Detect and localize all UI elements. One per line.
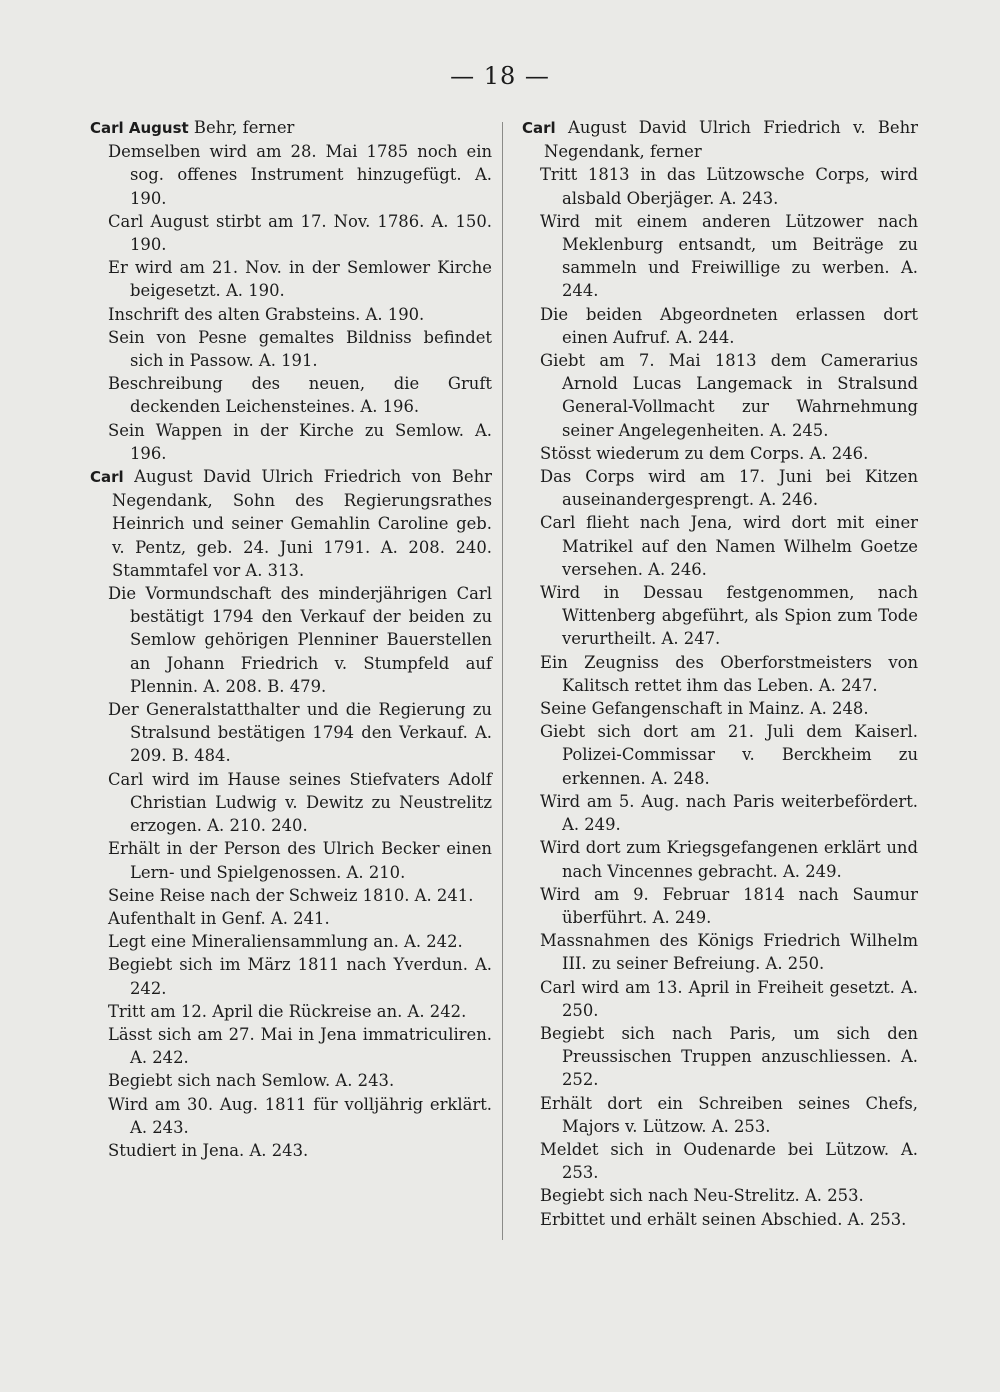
index-sub-entry bbox=[522, 1208, 918, 1231]
index-sub-entry bbox=[90, 884, 492, 907]
entry-text: Meldet sich in Oudenarde bei Lützow. A. 253. bbox=[540, 1139, 918, 1183]
entry-text: Begiebt sich nach Neu-Strelitz. A. 253. bbox=[540, 1186, 864, 1206]
entry-text: Lässt sich am 27. Mai in Jena immatriculiren. A. 242. bbox=[108, 1024, 492, 1068]
index-sub-entry bbox=[90, 768, 492, 838]
entry-text: Die beiden Abgeordneten erlassen dort einen Aufruf. A. 244. bbox=[540, 304, 918, 347]
index-heading-entry bbox=[90, 116, 492, 140]
index-sub-entry bbox=[90, 419, 492, 465]
index-sub-entry bbox=[522, 465, 918, 511]
entry-text: Begiebt sich im März 1811 nach Yverdun. A. 242. bbox=[108, 955, 492, 998]
index-sub-entry bbox=[90, 210, 492, 256]
index-sub-entry bbox=[522, 697, 918, 720]
entry-text: Carl August stirbt am 17. Nov. 1786. A. 150. 190. bbox=[108, 211, 492, 255]
index-sub-entry bbox=[90, 372, 492, 418]
entry-text: Giebt sich dort am 21. Juli dem Kaiserl. Polizei-Commissar v. Berckheim zu erkennen. A. 248. bbox=[540, 722, 918, 788]
index-heading-entry bbox=[522, 116, 918, 163]
index-heading-entry bbox=[90, 465, 492, 582]
index-sub-entry bbox=[522, 163, 918, 209]
entry-text: Ein Zeugniss des Oberforstmeisters von Kalitsch rettet ihm das Leben. A. 247. bbox=[540, 652, 918, 695]
index-sub-entry bbox=[90, 1139, 492, 1162]
index-sub-entry bbox=[522, 303, 918, 349]
entry-text: Stösst wiederum zu dem Corps. A. 246. bbox=[540, 443, 869, 463]
index-sub-entry bbox=[522, 1138, 918, 1184]
index-sub-entry bbox=[90, 1023, 492, 1069]
entry-text: Tritt am 12. April die Rückreise an. A. 242. bbox=[108, 1001, 467, 1021]
entry-text: Sein von Pesne gemaltes Bildniss befindet sich in Passow. A. 191. bbox=[108, 327, 492, 371]
entry-text: Seine Gefangenschaft in Mainz. A. 248. bbox=[540, 699, 869, 719]
entry-text: Inschrift des alten Grabsteins. A. 190. bbox=[108, 304, 425, 324]
index-sub-entry bbox=[522, 349, 918, 442]
entry-text: August David Ulrich Friedrich v. Behr Negendank, ferner bbox=[544, 118, 918, 162]
index-sub-entry bbox=[90, 1069, 492, 1092]
index-sub-entry bbox=[522, 883, 918, 929]
index-sub-entry bbox=[90, 953, 492, 999]
entry-text: Erbittet und erhält seinen Abschied. A. 253. bbox=[540, 1209, 907, 1229]
index-sub-entry bbox=[90, 907, 492, 930]
index-sub-entry bbox=[90, 303, 492, 326]
entry-text: Das Corps wird am 17. Juni bei Kitzen auseinandergesprengt. A. 246. bbox=[540, 467, 918, 510]
left-column bbox=[90, 116, 492, 1162]
entry-name: Carl bbox=[522, 119, 556, 137]
index-sub-entry bbox=[522, 442, 918, 465]
entry-text: Wird dort zum Kriegsgefangenen erklärt und nach Vincennes gebracht. A. 249. bbox=[540, 838, 918, 881]
column-divider bbox=[502, 122, 503, 1240]
index-sub-entry bbox=[522, 511, 918, 581]
entry-text: Aufenthalt in Genf. A. 241. bbox=[108, 908, 330, 928]
index-sub-entry bbox=[522, 720, 918, 790]
entry-text: August David Ulrich Friedrich von Behr Negendank, Sohn des Regierungsrathes Heinrich und seiner Gemahlin Caroline geb. v. Pentz, geb. 24. Juni 1791. A. 208. 240. Stammtafel vor A. 313. bbox=[112, 467, 492, 580]
entry-text: Carl flieht nach Jena, wird dort mit einer Matrikel auf den Namen Wilhelm Goetze versehen. A. 246. bbox=[540, 513, 918, 579]
index-sub-entry bbox=[522, 651, 918, 697]
index-sub-entry bbox=[90, 256, 492, 302]
entry-text: Der Generalstatthalter und die Regierung zu Stralsund bestätigen 1794 den Verkauf. A. 209. B. 484. bbox=[108, 700, 492, 766]
index-sub-entry bbox=[522, 836, 918, 882]
entry-text: Carl wird im Hause seines Stiefvaters Adolf Christian Ludwig v. Dewitz zu Neustrelitz erzogen. A. 210. 240. bbox=[108, 769, 492, 836]
entry-text: Erhält dort ein Schreiben seines Chefs, Majors v. Lützow. A. 253. bbox=[540, 1093, 918, 1136]
index-sub-entry bbox=[522, 210, 918, 303]
index-sub-entry bbox=[90, 698, 492, 768]
index-sub-entry bbox=[90, 837, 492, 883]
index-sub-entry bbox=[522, 1022, 918, 1092]
index-sub-entry bbox=[522, 929, 918, 975]
entry-text: Tritt 1813 in das Lützowsche Corps, wird alsbald Oberjäger. A. 243. bbox=[540, 165, 918, 208]
index-sub-entry bbox=[90, 1093, 492, 1139]
entry-name: Carl bbox=[90, 468, 124, 487]
index-sub-entry bbox=[522, 1184, 918, 1207]
index-sub-entry bbox=[522, 1092, 918, 1138]
entry-text: Demselben wird am 28. Mai 1785 noch ein sog. offenes Instrument hinzugefügt. A. 190. bbox=[108, 142, 492, 208]
index-sub-entry bbox=[522, 976, 918, 1022]
entry-text: Massnahmen des Königs Friedrich Wilhelm III. zu seiner Befreiung. A. 250. bbox=[540, 931, 918, 974]
entry-text: Seine Reise nach der Schweiz 1810. A. 241. bbox=[108, 885, 474, 905]
entry-text: Carl wird am 13. April in Freiheit gesetzt. A. 250. bbox=[540, 977, 918, 1020]
index-sub-entry bbox=[90, 140, 492, 210]
entry-text: Begiebt sich nach Semlow. A. 243. bbox=[108, 1071, 395, 1091]
entry-text: Wird am 9. Februar 1814 nach Saumur überführt. A. 249. bbox=[540, 884, 918, 927]
entry-text: Wird in Dessau festgenommen, nach Wittenberg abgeführt, als Spion zum Tode verurtheilt. A. 247. bbox=[540, 583, 918, 649]
entry-text: Studiert in Jena. A. 243. bbox=[108, 1140, 309, 1160]
entry-text: Giebt am 7. Mai 1813 dem Camerarius Arnold Lucas Langemack in Stralsund General-Vollmacht zur Wahrnehmung seiner Angelegenheiten. A. 245. bbox=[540, 351, 918, 440]
entry-text: Beschreibung des neuen, die Gruft deckenden Leichensteines. A. 196. bbox=[108, 374, 492, 417]
entry-text: Er wird am 21. Nov. in der Semlower Kirche beigesetzt. A. 190. bbox=[108, 258, 492, 301]
entry-text: Erhält in der Person des Ulrich Becker einen Lern- und Spielgenossen. A. 210. bbox=[108, 839, 492, 882]
right-column bbox=[522, 116, 918, 1231]
index-sub-entry bbox=[90, 1000, 492, 1023]
entry-text: Legt eine Mineraliensammlung an. A. 242. bbox=[108, 932, 463, 952]
index-sub-entry bbox=[90, 582, 492, 698]
entry-text: Wird mit einem anderen Lützower nach Meklenburg entsandt, um Beiträge zu sammeln und Freiwillige zu werben. A. 244. bbox=[540, 211, 918, 301]
index-sub-entry bbox=[90, 930, 492, 953]
entry-text: Wird am 5. Aug. nach Paris weiterbefördert. A. 249. bbox=[540, 791, 918, 835]
index-sub-entry bbox=[90, 326, 492, 372]
index-sub-entry bbox=[522, 790, 918, 836]
entry-text: Die Vormundschaft des minderjährigen Carl bestätigt 1794 den Verkauf der beiden zu Semlow gehörigen Plenniner Bauerstellen an Johann Friedrich v. Stumpfeld auf Plennin. A. 208. B. 479. bbox=[108, 584, 492, 696]
entry-name: Carl August bbox=[90, 119, 189, 137]
entry-text: Wird am 30. Aug. 1811 für volljährig erklärt. A. 243. bbox=[108, 1094, 492, 1137]
entry-text: Begiebt sich nach Paris, um sich den Preussischen Truppen anzuschliessen. A. 252. bbox=[540, 1023, 918, 1090]
entry-text: Behr, ferner bbox=[188, 118, 295, 137]
entry-text: Sein Wappen in der Kirche zu Semlow. A. 196. bbox=[108, 420, 492, 463]
index-sub-entry bbox=[522, 581, 918, 651]
page-number: — 18 — bbox=[450, 62, 550, 90]
